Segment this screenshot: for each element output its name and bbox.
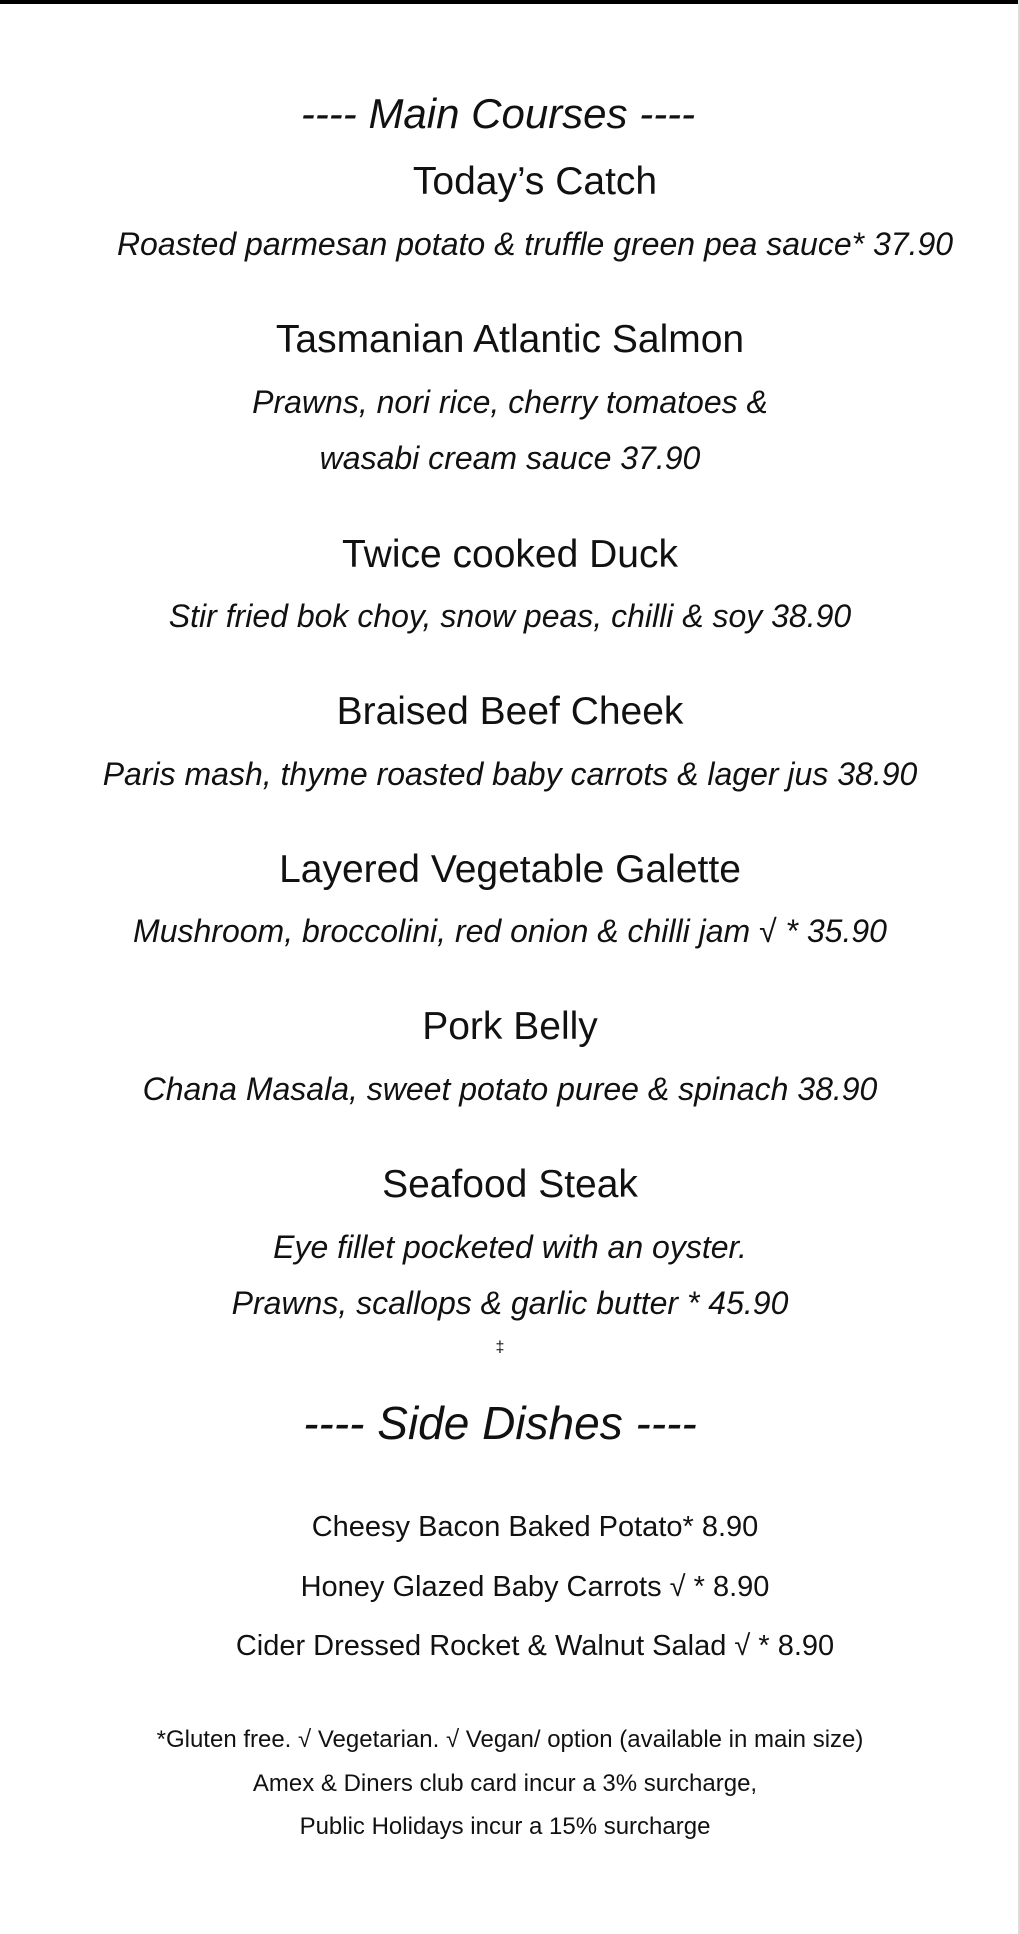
top-border bbox=[0, 0, 1020, 4]
dish-desc-duck: Stir fried bok choy, snow peas, chilli & soy 38.90 bbox=[168, 598, 852, 634]
dish-name-pork-belly: Pork Belly bbox=[422, 1005, 598, 1048]
section-divider-mark: ‡ bbox=[495, 1339, 505, 1356]
dish-desc-salmon-line2: wasabi cream sauce 37.90 bbox=[319, 440, 701, 476]
side-item-carrots: Honey Glazed Baby Carrots √ * 8.90 bbox=[300, 1571, 770, 1603]
dish-desc-pork-belly: Chana Masala, sweet potato puree & spinach 38.90 bbox=[142, 1071, 878, 1107]
dish-name-duck: Twice cooked Duck bbox=[342, 533, 678, 576]
dish-desc-galette: Mushroom, broccolini, red onion & chilli jam √ * 35.90 bbox=[133, 913, 887, 949]
dish-desc-seafood-steak-line1: Eye fillet pocketed with an oyster. bbox=[273, 1229, 747, 1265]
side-item-salad: Cider Dressed Rocket & Walnut Salad √ * 8.90 bbox=[235, 1630, 835, 1662]
dish-name-beef-cheek: Braised Beef Cheek bbox=[336, 690, 684, 733]
dish-name-todays-catch: Today’s Catch bbox=[412, 160, 658, 203]
holiday-surcharge-note: Public Holidays incur a 15% surcharge bbox=[299, 1813, 711, 1840]
dish-desc-salmon-line1: Prawns, nori rice, cherry tomatoes & bbox=[252, 384, 768, 420]
side-dishes-title: ---- Side Dishes ---- bbox=[303, 1397, 697, 1449]
dish-desc-seafood-steak-line2: Prawns, scallops & garlic butter * 45.90 bbox=[231, 1285, 789, 1321]
dish-name-seafood-steak: Seafood Steak bbox=[382, 1163, 638, 1206]
card-surcharge-note: Amex & Diners club card incur a 3% surcharge, bbox=[252, 1770, 758, 1797]
side-item-potato: Cheesy Bacon Baked Potato* 8.90 bbox=[311, 1511, 759, 1543]
main-courses-title: ---- Main Courses ---- bbox=[300, 90, 696, 137]
dish-desc-todays-catch: Roasted parmesan potato & truffle green pea sauce* 37.90 bbox=[116, 226, 954, 262]
dish-desc-beef-cheek: Paris mash, thyme roasted baby carrots & lager jus 38.90 bbox=[102, 756, 918, 792]
dish-name-galette: Layered Vegetable Galette bbox=[279, 848, 741, 891]
dish-name-salmon: Tasmanian Atlantic Salmon bbox=[275, 318, 745, 361]
dietary-legend: *Gluten free. √ Vegetarian. √ Vegan/ option (available in main size) bbox=[156, 1726, 864, 1753]
